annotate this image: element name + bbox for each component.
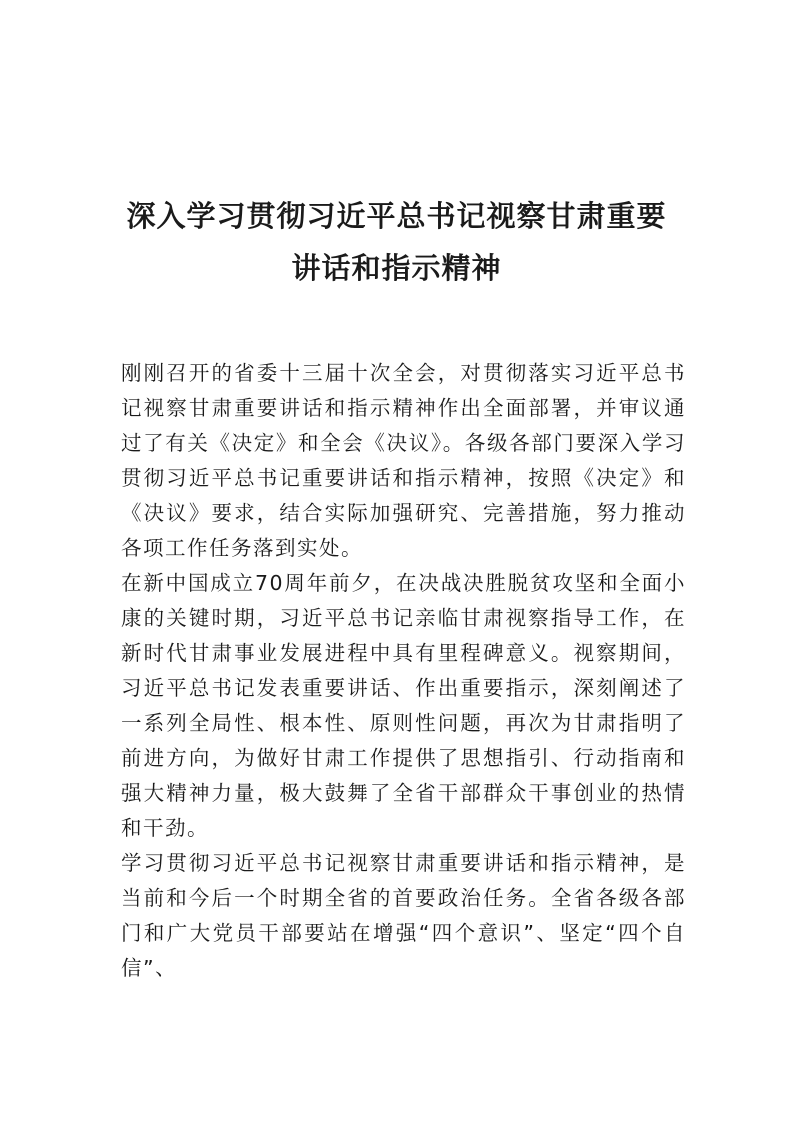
- document-body: [121, 356, 686, 986]
- paragraph-1: 刚刚召开的省委十三届十次全会，对贯彻落实习近平总书记视察甘肃重要讲话和指示精神作出全面部署，并审议通过了有关《决定》和全会《决议》。各级各部门要深入学习贯彻习近平总书记重要讲话和指示精神，按照《决定》和《决议》要求，结合实际加强研究、完善措施，努力推动各项工作任务落到实处。: [121, 361, 686, 560]
- paragraph-3: 学习贯彻习近平总书记视察甘肃重要讲话和指示精神，是当前和今后一个时期全省的首要政治任务。全省各级各部门和广大党员干部要站在增强“四个意识”、坚定“四个自信”、: [121, 851, 686, 980]
- document-title-line-2: 讲话和指示精神: [291, 251, 502, 285]
- paragraph-2: 在新中国成立70周年前夕，在决战决胜脱贫攻坚和全面小康的关键时期，习近平总书记亲临甘肃视察指导工作，在新时代甘肃事业发展进程中具有里程碑意义。视察期间，习近平总书记发表重要讲话、作出重要指示，深刻阐述了一系列全局性、根本性、原则性问题，再次为甘肃指明了前进方向，为做好甘肃工作提供了思想指引、行动指南和强大精神力量，极大鼓舞了全省干部群众干事创业的热情和干劲。: [121, 571, 686, 840]
- document-title-line-1: 深入学习贯彻习近平总书记视察甘肃重要: [126, 199, 667, 233]
